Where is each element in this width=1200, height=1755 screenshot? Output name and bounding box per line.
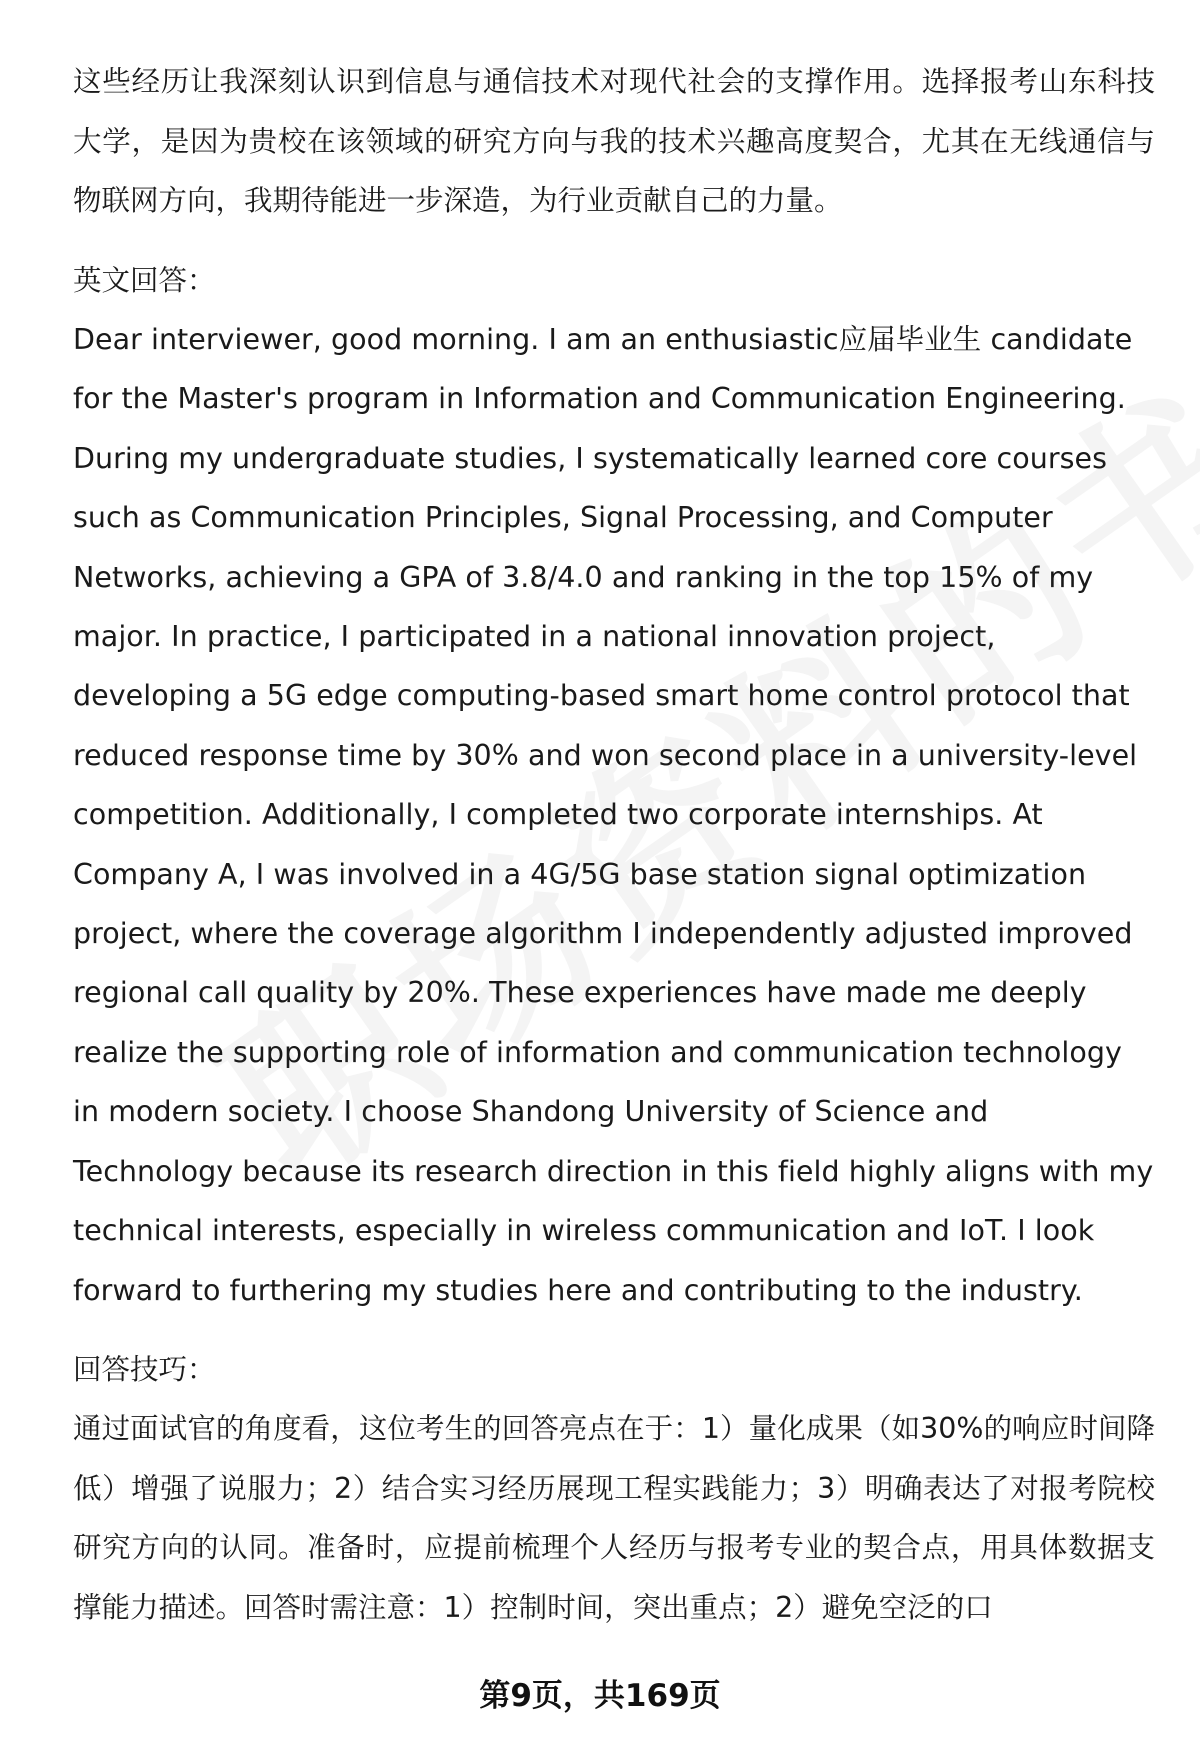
tips-heading: 回答技巧： [73, 1352, 216, 1386]
chinese-answer-paragraph: 这些经历让我深刻认识到信息与通信技术对现代社会的支撑作用。选择报考山东科技大学，是因为贵校在该领域的研究方向与我的技术兴趣高度契合，尤其在无线通信与物联网方向，我期待能进一步深造，为行业贡献自己的力量。 [73, 65, 1155, 217]
page-number-footer: 第9页，共169页 [479, 1678, 721, 1714]
spacer [73, 231, 1155, 251]
page-content [73, 52, 1155, 1637]
english-answer-paragraph: Dear interviewer, good morning. I am an enthusiastic应届毕业生 candidate for the Master's program in Information and Communication Engineering. During my undergraduate studies, I systematically learned core courses such as Communication Principles, Signal Processing, and Computer Networks, achieving a GPA of 3.8/4.0 and ranking in the top 15% of my major. In practice, I participated in a national innovation project, developing a 5G edge computing-based smart home control protocol that reduced response time by 30% and won second place in a university-level competition. Additionally, I completed two corporate internships. At Company A, I was involved in a 4G/5G base station signal optimization project, where the coverage algorithm I independently adjusted improved regional call quality by 20%. These experiences have made me deeply realize the supporting role of information and communication technology in modern society. I choose Shandong University of Science and Technology because its research direction in this field highly aligns with my technical interests, especially in wireless communication and IoT. I look forward to furthering my studies here and contributing to the industry. [73, 323, 1154, 1307]
spacer [73, 1320, 1155, 1340]
english-answer-heading: 英文回答： [73, 263, 216, 297]
tips-paragraph: 通过面试官的角度看，这位考生的回答亮点在于：1）量化成果（如30%的响应时间降低）增强了说服力；2）结合实习经历展现工程实践能力；3）明确表达了对报考院校研究方向的认同。准备时，应提前梳理个人经历与报考专业的契合点，用具体数据支撑能力描述。回答时需注意：1）控制时间，突出重点；2）避免空泛的口 [73, 1412, 1155, 1624]
